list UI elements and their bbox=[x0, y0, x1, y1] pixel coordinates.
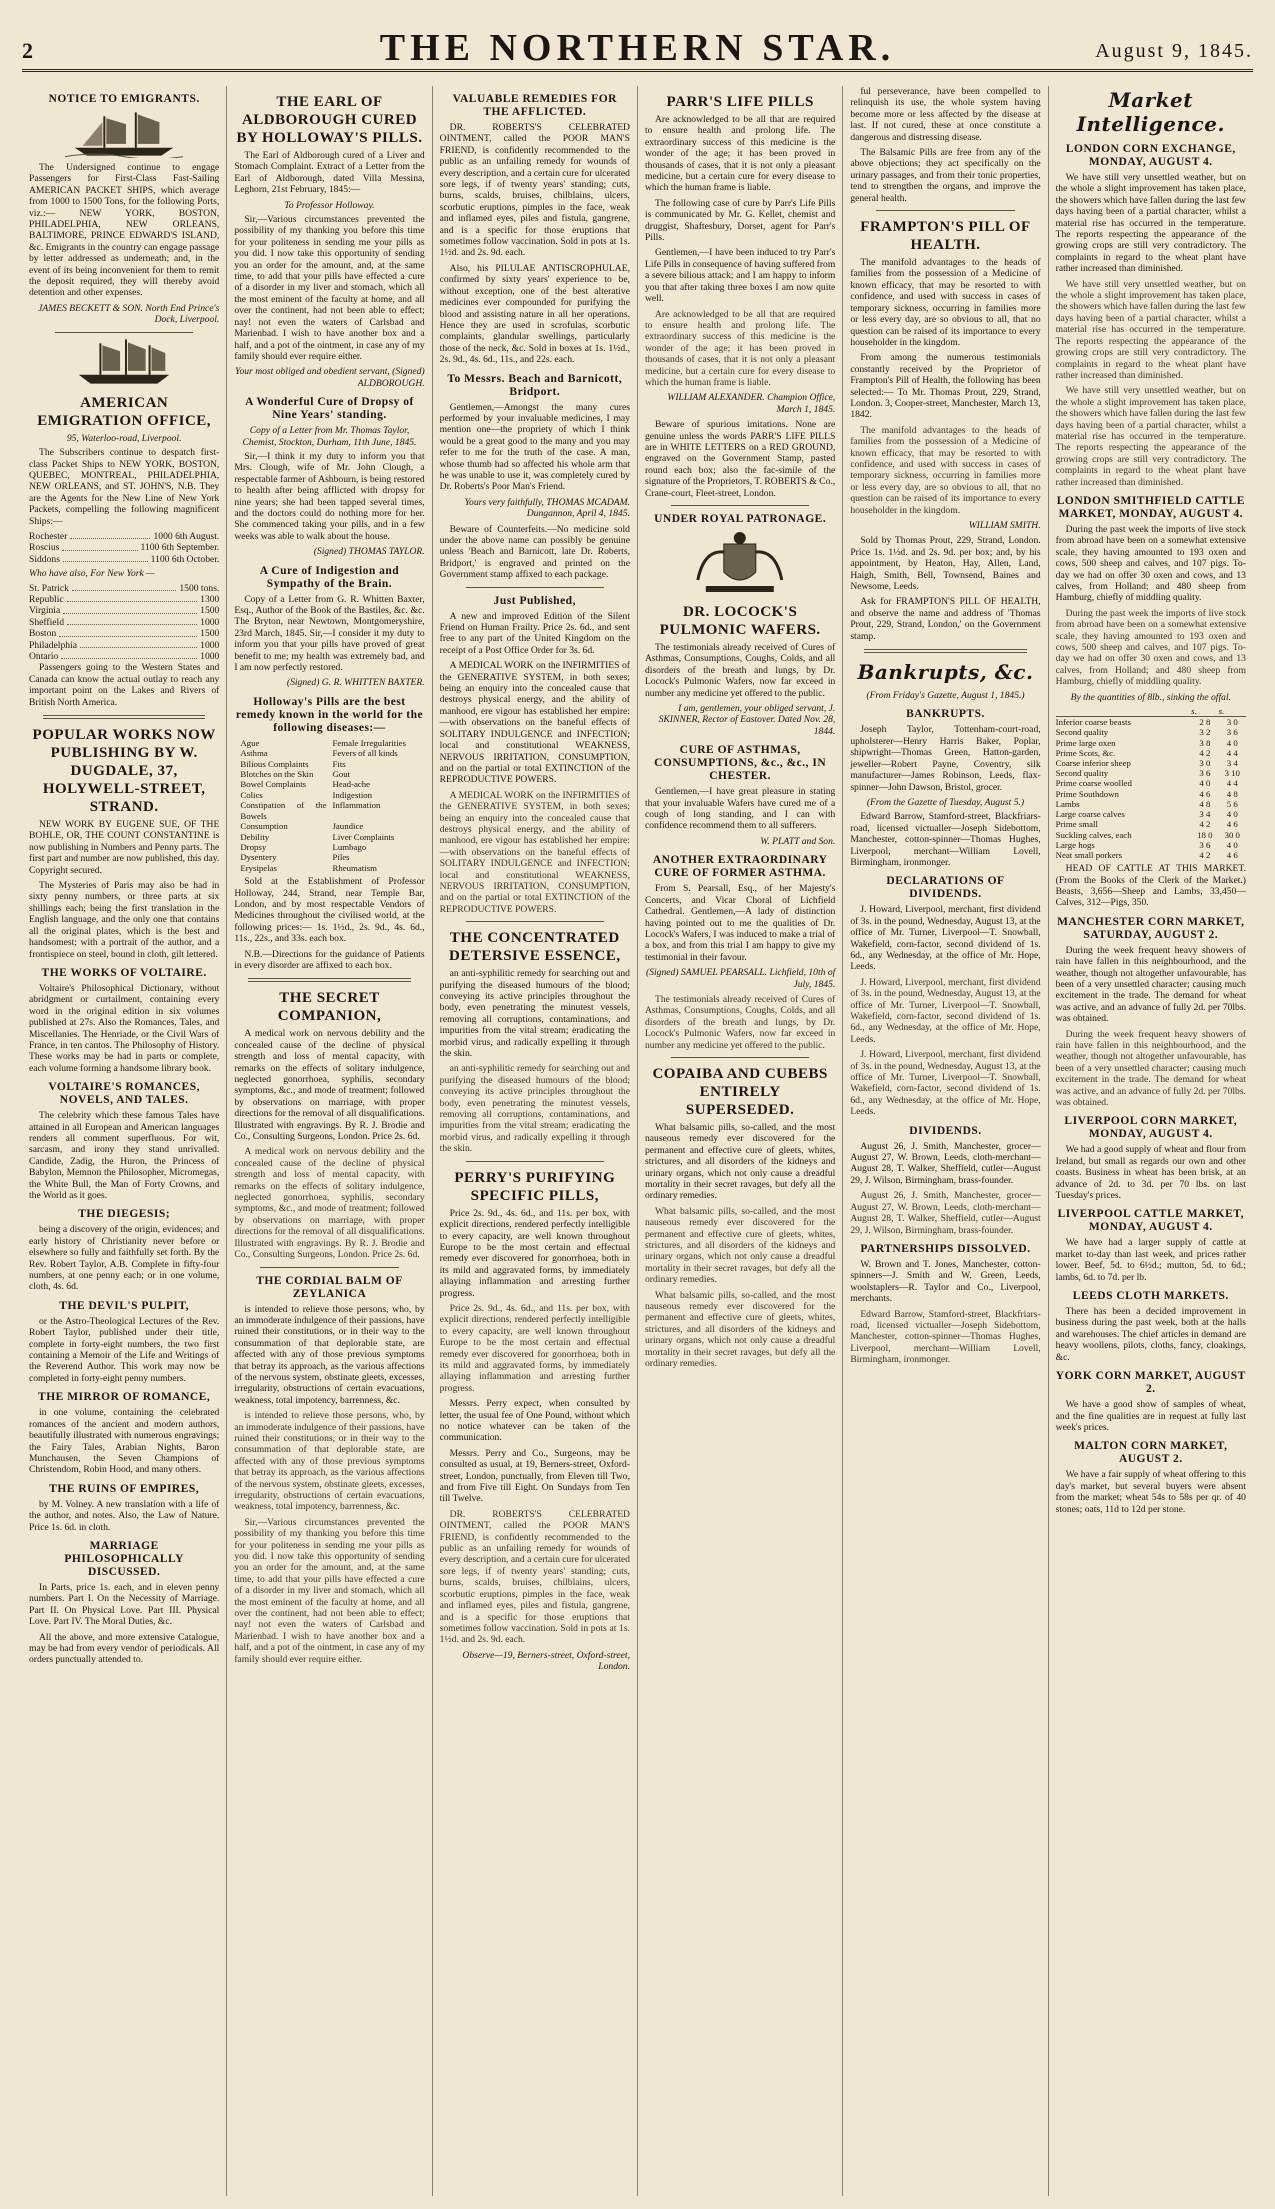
bankrupts-sub-2: (From the Gazette of Tuesday, August 5.) bbox=[866, 796, 1025, 808]
concentrated-heading: THE CONCENTRATED DETERSIVE ESSENCE, bbox=[449, 930, 621, 965]
declarations-heading: DECLARATIONS OF DIVIDENDS. bbox=[886, 875, 1005, 901]
romances-heading: VOLTAIRE'S ROMANCES, NOVELS, AND TALES. bbox=[48, 1081, 200, 1107]
copaiba-body-2: What balsamic pills, so-called, and the most nauseous remedy ever discovered for the permanent and effective cure of gleets, whites, strictures, and all disorders of the kidneys and urinary organs, which not only cause a dreadful mortality in their secret ravages, but defy all the ordinary remedies. bbox=[644, 1205, 836, 1286]
asthma-body: Gentlemen,—I have great pleasure in stating that your invaluable Wafers have cured me of a cough of long standing, and I can with confidence recommend them to all sufferers. bbox=[644, 786, 836, 832]
pilulae-body: Also, his PILULAE ANTISCROPHULAE, confirmed by sixty years' experience to be, without exception, one of the best alterative medicines ever compounded for purifying the blood and assisting nature in all her operations. Hence they are used in scrofulas, scorbutic complaints, glandular swellings, particularly those of the neck, &c. Sold in boxes at 1s. 1½d., 2s. 9d., 4s. 6d., 11s., and 22s. each. bbox=[439, 262, 630, 366]
divider bbox=[876, 210, 1014, 211]
perrys-heading: PERRY'S PURIFYING SPECIFIC PILLS, bbox=[454, 1169, 616, 1204]
other-ship-row: Philadelphia 1000 bbox=[29, 639, 220, 651]
corn-body-2: We have still very unsettled weather, but on the whole a slight improvement has taken place, the showers which have fallen during the last few days having been of a partial character, whilst a material rise has occurred in the temperature. The reports respecting the appearance of the growing crops are still very contradictory. The complaints in regard to the wheat plant have rather increased than diminished. bbox=[1055, 278, 1246, 381]
ailment: Lumbago bbox=[332, 841, 367, 852]
table-row: Coarse inferior sheep 3 0 3 4 bbox=[1055, 758, 1238, 769]
ailment: Fevers of all kinds bbox=[332, 748, 398, 759]
mysteries-body: The Mysteries of Paris may also be had in sixty penny numbers, or three parts at six shillings each; being the first translation in the English language, and the only one that contains all the original plates, which is the best and handsomest; with a portrait of the author, and a frontispiece on steel, bound in cloth, gilt lettered. bbox=[29, 880, 220, 960]
ailment: Piles bbox=[332, 852, 350, 863]
parr-letter-2: Are acknowledged to be all that are required to ensure health and prolong life. The extraordinary success of this medicine is the wonder of the age; it has been proved in thousands of cases, that it is not only a pleasant medicine, but a certain cure for every disease to which the human frame is liable. bbox=[644, 308, 836, 388]
price-table-header: s. s. bbox=[1056, 706, 1246, 717]
frampton-ask: Ask for FRAMPTON'S PILL OF HEALTH, and observe the name and address of 'Thomas Prout, 229, Strand, London,' on the Government stamp. bbox=[850, 596, 1041, 642]
newspaper-title: THE NORTHERN STAR. bbox=[379, 27, 896, 69]
table-row: Prime large oxen 3 8 4 0 bbox=[1055, 737, 1238, 748]
table-row: Large hogs 3 6 4 0 bbox=[1055, 839, 1238, 850]
agency-address: 95, Waterloo-road, Liverpool. bbox=[66, 432, 182, 444]
table-row: Suckling calves, each 18 0 30 0 bbox=[1055, 829, 1240, 840]
dividends-heading: DIVIDENDS. bbox=[909, 1124, 982, 1137]
table-row: Lambs 4 8 5 6 bbox=[1055, 798, 1238, 809]
ailment: Debility bbox=[240, 831, 270, 842]
declarations-body-2: J. Howard, Liverpool, merchant, first dividend of 3s. in the pound, Wednesday, August 13, at the office of Mr. Turner, Liverpool—T. Snowball, Wakefield, corn-factor, second dividend of 1s. 6d., any Wednesday, at the office of Mr. Hope, Leeds. bbox=[850, 976, 1041, 1045]
other-ship-row: Republic 1300 bbox=[29, 593, 220, 605]
issue-date: August 9, 1845. bbox=[1095, 40, 1253, 62]
columns bbox=[22, 86, 1253, 2196]
romances-body: The celebrity which these famous Tales have attained in all European and American languages renders all comment superfluous. For wit, sarcasm, and irony they stand unrivalled. Candide, Zadig, the Huron, the Princess of Babylon, Memnon the Philosopher, Micromegas, the White Bull, the Man of Forty Crowns, and the World as it goes. bbox=[29, 1110, 220, 1201]
ailment: Blotches on the Skin bbox=[240, 769, 314, 780]
table-row: Large coarse calves 3 4 4 0 bbox=[1055, 809, 1238, 820]
column-5 bbox=[843, 86, 1048, 2196]
other-ship-row: Sheffield 1000 bbox=[29, 616, 220, 628]
directions-note: N.B.—Directions for the guidance of Patients in every disorder are affixed to each box. bbox=[234, 948, 425, 971]
tapscott-body: The Undersigned continue to engage Passengers for First-Class Fast-Sailing AMERICAN PACKET SHIPS, which average from 1000 to 1500 Tons, for the following Ports, viz.:— NEW YORK, BOSTON, PHILADELPHIA, NEW ORLEANS, BALTIMORE, PRINCE EDWARD'S ISLAND, &c. Emigrants in the country can engage passage by letter addressed as underneath; and, in the event of its being inconvenient for them to remit the deposit required, they will thereby avoid detention and other expenses. bbox=[29, 162, 220, 299]
masthead bbox=[22, 20, 1253, 72]
column-4 bbox=[638, 86, 843, 2196]
corn-body-3: We have still very unsettled weather, but on the whole a slight improvement has taken place, the showers which have fallen during the last few days having been of a partial character, whilst a material rise has occurred in the temperature. The reports respecting the appearance of the growing crops are still very contradictory. The complaints in regard to the wheat plant have rather increased than diminished. bbox=[1055, 385, 1246, 488]
sold-at: Sold at the Establishment of Professor Holloway, 244, Strand, near Temple Bar, London, and by most respectable Vendors of Medicines throughout the civilised world, at the following prices:— 1s. 1½d., 2s. 9d., 4s. 6d., 11s., 22s., and 33s. each box. bbox=[234, 876, 425, 945]
corn-body: We have still very unsettled weather, but on the whole a slight improvement has taken place, the showers which have fallen during the last few days having been of a partial character, whilst a material rise has occurred in the temperature. The reports respecting the appearance of the growing crops are still very contradictory. The complaints in regard to the wheat plant have rather increased than diminished. bbox=[1055, 172, 1246, 275]
table-row: Second quality 3 2 3 6 bbox=[1055, 727, 1238, 738]
ailment: Head-ache bbox=[332, 779, 371, 790]
bankrupts-label: BANKRUPTS. bbox=[906, 708, 985, 721]
dropsy-intro: Copy of a Letter from Mr. Thomas Taylor, Chemist, Stockton, Durham, 11th June, 1845. bbox=[242, 425, 417, 448]
agency-heading: AMERICAN EMIGRATION OFFICE, bbox=[37, 394, 212, 429]
companion-heading: THE SECRET COMPANION, bbox=[277, 990, 382, 1025]
ailment: Bilious Complaints bbox=[240, 758, 309, 769]
companion-body: A medical work on nervous debility and the concealed cause of the decline of physical strength and loss of mental capacity, with remarks on the effects of solitary indulgence, neglected gonorrhoea, syphilis, secondary symptoms, &c., and mode of treatment; followed by observations on marriage, with proper directions for the removal of all disqualifications. Illustrated with engravings. By R. J. Brodie and Co., Consulting Surgeons, London. Price 2s. 6d. bbox=[234, 1028, 425, 1143]
another-body: From S. Pearsall, Esq., of her Majesty's Concerts, and Vicar Choral of Lichfield Cathedral. Gentlemen,—A lady of distinction having pointed out to me the qualities of Dr. Locock's Wafers, I was induced to make a trial of a box, and from this trial I am happy to give my testimonial in their favour. bbox=[644, 883, 836, 963]
earl-body-repeat: Sir,—Various circumstances prevented the possibility of my thanking you before this time for your politeness in sending me your pills as you did. I now take this opportunity of sending you an order for the amount, and, at the same time, to add that your pills have effected a cure of a disorder in my liver and stomach, which all the most eminent of the faculty at home, and all over the continent, had not been able to effect; nay! not even the waters of Carlsbad and Marienbad. I wish to have another box and a half, and a pot of the ointment, in case any of my family should ever require either. bbox=[234, 1516, 425, 1665]
ailment: Ague bbox=[240, 737, 260, 748]
mirror-body: in one volume, containing the celebrated romances of the ancient and modern authors, beautifully illustrated with numerous engravings; the Fairy Tales, Arabian Nights, Baron Munchausen, the Seven Champions of Christendom, Robin Hood, and many others. bbox=[29, 1407, 220, 1476]
perrys-body-2: Price 2s. 9d., 4s. 6d., and 11s. per box, with explicit directions, rendered perfectly intelligible to every capacity, are well known throughout Europe to be the most certain and effectual remedy ever discovered for gonorrhoea, both in its mild and aggravated forms, by immediately allaying inflammation and arresting further progress. bbox=[439, 1302, 630, 1394]
frampton-prices: Sold by Thomas Prout, 229, Strand, London. Price 1s. 1½d. and 2s. 9d. per box; and, by his appointment, by Heaton, Hay, Allen, Land, Haigh, Smith, Bell, Townsend, Baines and Newsome, Leeds. bbox=[850, 535, 1041, 593]
ailment: Colics bbox=[240, 789, 263, 800]
indigestion-body: Copy of a Letter from G. R. Whitten Baxter, Esq., Author of the Book of the Bastiles, &c. &c. The Bryton, near Newtown, Montgomeryshire, 23rd March, 1845. Sir,—I consider it my duty to inform you that your pills have proved of great benefit to me; my health was extremely bad, and I am now perfectly restored. bbox=[234, 593, 425, 674]
diegesis-body: being a discovery of the origin, evidences, and early history of Christianity never before or elsewhere so fully and faithfully set forth. By the Rev. Robert Taylor, A.B. Complete in fifty-four numbers, at one penny each; or in one volume, cloth, 4s. 6d. bbox=[29, 1224, 220, 1293]
bankrupts-body-repeat: Edward Barrow, Stamford-street, Blackfriars-road, licensed victualler—Joseph Sidebottom, Manchester, cotton-spinner—Thomas Hughes, Liverpool, merchant—William Lovell, Birmingham, ironmonger. bbox=[850, 1308, 1041, 1366]
ailment: Erysipelas bbox=[240, 862, 277, 873]
leeds-body: There has been a decided improvement in business during the past week, both at the halls and warehouses. The chief articles in demand are heavy woollens, pilots, cloths, fancy, cloakings, &c. bbox=[1055, 1306, 1246, 1363]
partnerships-heading: PARTNERSHIPS DISSOLVED. bbox=[860, 1242, 1031, 1255]
head-of-cattle: HEAD OF CATTLE AT THIS MARKET. (From the Books of the Clerk of the Market.) Beasts, 3,656—Sheep and Lambs, 33,450—Calves, 312—Pigs, 350. bbox=[1055, 863, 1246, 909]
asthma-heading: CURE OF ASTHMAS, CONSUMPTIONS, &c., &c., IN CHESTER. bbox=[654, 744, 827, 783]
ship-list bbox=[29, 531, 219, 565]
royal-heading: UNDER ROYAL PATRONAGE. bbox=[654, 513, 827, 525]
bankrupts-heading: Bankrupts, &c. bbox=[857, 660, 1034, 685]
cordial-body-2: is intended to relieve those persons, who, by an immoderate indulgence of their passions, have ruined their constitutions, or in their way to the consummation of that deplorable state, are affected with any of those previous symptoms that betray its approach, as the various affections of the nervous system, obstinate gleets, excesses, irregularity, obstructions of certain evacuations, weakness, total impotency, barrenness, &c. bbox=[234, 1410, 425, 1513]
earl-heading: THE EARL OF ALDBOROUGH CURED BY HOLLOWAY'S PILLS. bbox=[236, 94, 423, 146]
divider bbox=[43, 715, 205, 719]
ailment: Constipation of the Bowels bbox=[240, 800, 327, 821]
dropsy-heading: A Wonderful Cure of Dropsy of Nine Years' standing. bbox=[245, 396, 414, 422]
catalogue-note: All the above, and more extensive Catalogue, may be had from every vendor of periodicals. All orders punctually attended to. bbox=[29, 1631, 220, 1666]
copaiba-body-3: What balsamic pills, so-called, and the most nauseous remedy ever discovered for the permanent and effective cure of gleets, whites, strictures, and all disorders of the kidneys and urinary organs, which not only cause a dreadful mortality in their secret ravages, but defy all the ordinary remedies. bbox=[644, 1289, 836, 1370]
dividends-body-2: August 26, J. Smith, Manchester, grocer—August 27, W. Brown, Leeds, cloth-merchant—August 28, T. Walker, Sheffield, cutler—August 29, J. Wilson, Birmingham, brass-founder. bbox=[850, 1190, 1041, 1236]
earl-to: To Professor Holloway. bbox=[284, 199, 375, 211]
ship-row: Siddons 1100 6th October. bbox=[29, 553, 220, 565]
divider bbox=[671, 505, 809, 506]
manchester-body: During the week frequent heavy showers of rain have fallen in this neighbourhood, and the weather, though not altogether unfavourable, has been of a very unsettled character; causing much excitement in the trade. The demand for wheat was active, and an advance of fully 2d. per 70lbs. was obtained. bbox=[1055, 944, 1246, 1025]
remedies-heading: VALUABLE REMEDIES FOR THE AFFLICTED. bbox=[452, 93, 617, 118]
concentrated-body: an anti-syphilitic remedy for searching out and purifying the diseased humours of the blood; conveying its active principles throughout the body, even penetrating the minutest vessels, removing all corruptions, contaminations, and impurities from the vital stream; eradicating the morbid virus, and radically expelling it through the skin. bbox=[439, 968, 630, 1060]
parr-sign: WILLIAM ALEXANDER. Champion Office, March 1, 1845. bbox=[667, 392, 836, 415]
parr-letter: Gentlemen,—I have been induced to try Parr's Life Pills in consequence of having suffered from a severe bilious attack; and I am happy to inform you that after taking three boxes I am now quite well. bbox=[644, 247, 836, 305]
other-ship-row: Boston 1500 bbox=[29, 628, 220, 640]
just-published-body: A new and improved Edition of the Silent Friend on Human Frailty. Price 2s. 6d., and sent free to any part of the United Kingdom on the receipt of a Post Office Order for 3s. 6d. bbox=[439, 610, 630, 656]
volney-body: by M. Volney. A new translation with a life of the author, and notes. Also, the Law of Nature. Price 1s. 6d. in cloth. bbox=[29, 1498, 220, 1533]
cattle-body-2: During the past week the imports of live stock from abroad have been on a somewhat extensive scale, they having amounted to 193 oxen and cows, 500 sheep and calves, and 107 pigs. To-day we had on offer 30 oxen and cows, and 13 calves, from Holland; and 480 sheep from Hamburg, chiefly of middling quality. bbox=[1055, 607, 1246, 688]
divider bbox=[671, 1057, 809, 1058]
notice-heading: NOTICE TO EMIGRANTS. bbox=[48, 93, 200, 105]
ailment: Dropsy bbox=[240, 841, 267, 852]
ailment: Liver Complaints bbox=[332, 831, 395, 842]
treatise-body-2: A MEDICAL WORK on the INFIRMITIES of the GENERATIVE SYSTEM, in both sexes; being an enquiry into the concealed cause that destroys physical energy, and the ability of manhood, ere vigour has established her empire:—with observations on the baneful effects of SOLITARY INDULGENCE and INFECTION; local and constitutional WEAKNESS, NERVOUS IRRITATION, CONSUMPTION, and on the partial or total EXTINCTION of the REPRODUCTIVE POWERS. bbox=[439, 789, 630, 915]
declarations-body: J. Howard, Liverpool, merchant, first dividend of 3s. in the pound, Wednesday, August 13, at the office of Mr. Turner, Liverpool—T. Snowball, Wakefield, corn-factor, second dividend of 1s. 6d., any Wednesday, at the office of Mr. Hope, Leeds. bbox=[850, 904, 1041, 973]
locock-sign: I am, gentlemen, your obliged servant, J. SKINNER, Rector of Eastover. Dated Nov. 28, 1844. bbox=[658, 703, 836, 737]
earl-body: Sir,—Various circumstances prevented the possibility of my thanking you before this time for your politeness in sending me your pills as you did. I now take this opportunity of sending you an order for the amount, and, at the same time, to add that your pills have effected a cure of a disorder in my liver and stomach, which all the most eminent of the faculty at home, and all over the continent, had not been able to effect; nay! not even the waters of Carlsbad and Marienbad. I wish to have another box and a half, and a pot of the ointment, in case any of my family should ever require either. bbox=[234, 214, 425, 362]
asthma-sign: W. PLATT and Son. bbox=[760, 835, 836, 847]
malton-body: We have a fair supply of wheat offering to this day's market, but several buyers were absent from the market; wheat 54s to 58s per qr. of 40 stones; oats, 11d to 12d per stone. bbox=[1055, 1469, 1246, 1515]
address-note: Messrs. Perry and Co., Surgeons, may be consulted as usual, at 19, Berners-street, Oxford-street, London, punctually, from Eleven till Two, and from Five till Eight. On Sundays from Ten till Twelve. bbox=[439, 1447, 630, 1505]
popular-body: NEW WORK BY EUGENE SUE, OF THE BOHLE, OR, THE COUNT CONSTANTINE is now publishing in Numbers and Penny parts. The first part and number are now published, this day. Copyright secured. bbox=[29, 819, 220, 876]
attendance-note: Messrs. Perry expect, when consulted by letter, the usual fee of One Pound, without which no notice whatever can be taken of the communication. bbox=[439, 1398, 630, 1444]
locock-heading: DR. LOCOCK'S PULMONIC WAFERS. bbox=[659, 604, 821, 638]
table-row: Prime small 4 2 4 6 bbox=[1055, 819, 1238, 830]
ailment: Female Irregularities bbox=[332, 737, 407, 748]
divider bbox=[55, 332, 193, 333]
companion-body-2: A medical work on nervous debility and the concealed cause of the decline of physical strength and loss of mental capacity, with remarks on the effects of solitary indulgence, neglected gonorrhoea, syphilis, secondary symptoms, &c., and mode of treatment; followed by observations on marriage, with proper directions for the removal of all disqualifications. Illustrated with engravings. By R. J. Brodie and Co., Consulting Surgeons, London. Price 2s. 6d. bbox=[234, 1146, 425, 1261]
frampton-body: The Balsamic Pills are free from any of the above objections; they act specifically on the urinary passages, and from their tonic properties, tend to strengthen the organs, and improve the general health. bbox=[850, 147, 1041, 204]
column-1 bbox=[22, 86, 227, 2196]
liverpool-cattle-heading: LIVERPOOL CATTLE MARKET, MONDAY, AUGUST 4. bbox=[1057, 1208, 1244, 1234]
frampton-sign: WILLIAM SMITH. bbox=[968, 520, 1041, 531]
leeds-heading: LEEDS CLOTH MARKETS. bbox=[1072, 1290, 1229, 1303]
testimonial-body: Gentlemen,—Amongst the many cures performed by your invaluable medicines, I may mention one—the propriety of which I think would be a great good to the many and you may refer to me for the truth of the case. A man, whose thumb had so affected his whole arm that he was unable to use it, was completely cured by Dr. Roberts's Poor Man's Friend. bbox=[439, 401, 630, 493]
ailment: Dysentery bbox=[240, 852, 277, 863]
pulpit-body: or the Astro-Theological Lectures of the Rev. Robert Taylor, published under their title, complete in forty-eight numbers, the two first containing a Memoir of the Life and Writings of the Reverend Author. This work may now be completed in forty-eight penny numbers. bbox=[29, 1315, 220, 1384]
tapscott-sign: JAMES BECKETT & SON. North End Prince's Dock, Liverpool. bbox=[38, 302, 220, 326]
ship-engraving-icon-2 bbox=[65, 339, 183, 387]
other-ships bbox=[29, 583, 219, 663]
indigestion-heading: A Cure of Indigestion and Sympathy of the Brain. bbox=[259, 564, 400, 590]
corn-heading: LONDON CORN EXCHANGE, MONDAY, AUGUST 4. bbox=[1065, 143, 1236, 168]
table-row: Neat small porkers 4 2 4 6 bbox=[1055, 849, 1238, 860]
manchester-body-2: During the week frequent heavy showers of rain have fallen in this neighbourhood, and the weather, though not altogether unfavourable, has been of a very unsettled character; causing much excitement in the trade. The demand for wheat was active, and an advance of fully 2d. per 70lbs. was obtained. bbox=[1055, 1028, 1246, 1109]
manchester-heading: MANCHESTER CORN MARKET, SATURDAY, AUGUST 2. bbox=[1057, 915, 1245, 941]
prices-caption: By the quantities of 8lb., sinking the offal. bbox=[1070, 691, 1232, 703]
declarations-body-3: J. Howard, Liverpool, merchant, first dividend of 3s. in the pound, Wednesday, August 13, at the office of Mr. Turner, Liverpool—T. Snowball, Wakefield, corn-factor, second dividend of 1s. 6d., any Wednesday, at the office of Mr. Hope, Leeds. bbox=[850, 1049, 1041, 1118]
indigestion-sign: (Signed) G. R. WHITTEN BAXTER. bbox=[286, 677, 425, 689]
divider bbox=[864, 649, 1026, 653]
frampton-heading: FRAMPTON'S PILL OF HEALTH. bbox=[860, 219, 1031, 254]
malton-heading: MALTON CORN MARKET, AUGUST 2. bbox=[1074, 1440, 1228, 1466]
voltaire-heading: THE WORKS OF VOLTAIRE. bbox=[41, 966, 207, 979]
locock-body: The testimonials already received of Cures of Asthmas, Consumptions, Coughs, Colds, and all disorders of the breath and lungs, by Dr. Locock's Pulmonic Wafers, now far exceed in number any medicine yet offered to the public. bbox=[644, 642, 836, 699]
cattle-heading: LONDON SMITHFIELD CATTLE MARKET, MONDAY, AUGUST 4. bbox=[1056, 494, 1245, 520]
popular-works-heading: POPULAR WORKS NOW PUBLISHING BY W. DUGDALE, 37, HOLYWELL-STREET, STRAND. bbox=[32, 727, 216, 816]
parr-body: Are acknowledged to be all that are required to ensure health and prolong life. The extraordinary success of this medicine is the wonder of the age; it has been proved in thousands of cases, that it is not only a pleasant medicine, but a certain cure for every disease to which the human frame is liable. bbox=[644, 114, 836, 194]
column-6 bbox=[1049, 86, 1253, 2196]
beware-note: Beware of Counterfeits.—No medicine sold under the above name can possibly be genuine unless 'Beach and Barnicott, late Dr. Roberts, Bridport,' is engraved and printed on the Government stamp affixed to each package. bbox=[439, 523, 630, 581]
ailment: Asthma bbox=[240, 748, 268, 759]
testimonial-heading: To Messrs. Beach and Barnicott, Bridport. bbox=[447, 372, 623, 398]
others-label: Who have also, For New York — bbox=[29, 568, 155, 580]
frampton-testimony: From among the numerous testimonials constantly received by the Proprietor of Frampton's Pill of Health, the following has been selected:— To Mr. Thomas Prout, 229, Strand, London. 3, Cooper-street, Manchester, March 13, 1842. bbox=[850, 352, 1041, 421]
perrys-body: Price 2s. 9d., 4s. 6d., and 11s. per box, with explicit directions, rendered perfectly intelligible to every capacity, are well known throughout Europe to be the most certain and effectual remedy ever discovered for gonorrhoea, both in its mild and aggravated forms, by immediately allaying inflammation and arresting further progress. bbox=[439, 1207, 630, 1299]
ailment: Jaundice bbox=[332, 821, 364, 832]
ship-engraving-icon bbox=[65, 110, 183, 158]
frampton-desc: The manifold advantages to the heads of families from the possession of a Medicine of known efficacy, that may be resorted to with confidence, and used with success in cases of temporary sickness, occurring in families more or less every day, are so obvious to all, that no question can be raised of its importance to every householder in the kingdom. bbox=[850, 257, 1041, 348]
price-table bbox=[1056, 706, 1246, 860]
diegesis-heading: THE DIEGESIS; bbox=[78, 1208, 171, 1221]
royal-arms-icon bbox=[677, 530, 803, 596]
ailment: Inflammation bbox=[332, 800, 381, 811]
earl-sign: Your most obliged and obedient servant, (Signed) ALDBOROUGH. bbox=[235, 366, 425, 389]
observe-note: Observe—19, Berners-street, Oxford-street, London. bbox=[462, 1649, 630, 1673]
york-heading: YORK CORN MARKET, AUGUST 2. bbox=[1055, 1370, 1246, 1396]
column-2 bbox=[227, 86, 432, 2196]
parr-caution: Beware of spurious imitations. None are genuine unless the words PARR'S LIFE PILLS are in WHITE LETTERS on a RED GROUND, engraved on the Government Stamp, pasted round each box; also the fac-simile of the signature of the Proprietors, T. ROBERTS & Co., Crane-court, Fleet-street, London. bbox=[644, 419, 836, 499]
treatise-body: A MEDICAL WORK on the INFIRMITIES of the GENERATIVE SYSTEM, in both sexes; being an enquiry into the concealed cause that destroys physical energy, and the ability of manhood, ere vigour has established her empire:—with observations on the baneful effects of SOLITARY INDULGENCE and INFECTION; local and constitutional WEAKNESS, NERVOUS IRRITATION, CONSUMPTION, and on the partial or total EXTINCTION of the REPRODUCTIVE POWERS. bbox=[439, 660, 630, 786]
table-row: Prime Scots, &c. 4 2 4 4 bbox=[1055, 747, 1238, 758]
market-heading: Market Intelligence. bbox=[1076, 88, 1225, 136]
another-sign: (Signed) SAMUEL PEARSALL. Lichfield, 10th of July, 1845. bbox=[646, 967, 836, 990]
agency-close: Passengers going to the Western States and Canada can know the actual outlay to reach any important point on the Lakes and Rivers of British North America. bbox=[29, 662, 220, 708]
table-row: Second quality 3 6 3 10 bbox=[1055, 768, 1240, 779]
ailment: Gout bbox=[332, 769, 351, 780]
table-row: Prime Southdown 4 6 4 8 bbox=[1055, 788, 1238, 799]
york-body: We have a good show of samples of wheat, and the fine qualities are in request at fully last week's prices. bbox=[1055, 1399, 1246, 1433]
divider bbox=[466, 587, 604, 588]
dividends-body: August 26, J. Smith, Manchester, grocer—August 27, W. Brown, Leeds, cloth-merchant—August 28, T. Walker, Sheffield, cutler—August 29, J. Wilson, Birmingham, brass-founder. bbox=[850, 1140, 1041, 1186]
ailment: Indigestion bbox=[332, 789, 373, 800]
ailment: Rheumatism bbox=[332, 862, 377, 873]
agency-body: The Subscribers continue to despatch first-class Packet Ships to NEW YORK, BOSTON, QUEBEC, MONTREAL, PHILADELPHIA, NEW ORLEANS, and ST. JOHN'S, N.B. They are the Agents for the New Line of New York Packets, compelling the following magnificent Ships:— bbox=[29, 447, 220, 527]
cattle-body: During the past week the imports of live stock from abroad have been on a somewhat extensive scale, they having amounted to 193 oxen and cows, 500 sheep and calves, and 107 pigs. To-day we had on offer 30 oxen and cows, and 13 calves, from Holland; and 480 sheep from Hamburg, chiefly of middling quality. bbox=[1055, 523, 1246, 604]
parr-testimony: The following case of cure by Parr's Life Pills is communicated by Mr. G. Kellet, chemist and druggist, Shaftesbury, Dorset, agent for Parr's Pills. bbox=[644, 197, 836, 244]
ship-row: Roscius 1100 6th September. bbox=[29, 542, 220, 554]
bankrupts-sub: (From Friday's Gazette, August 1, 1845.) bbox=[866, 690, 1025, 702]
cordial-heading: THE CORDIAL BALM OF ZEYLANICA bbox=[256, 1274, 403, 1300]
another-heading: ANOTHER EXTRAORDINARY CURE OF FORMER ASTHMA. bbox=[652, 854, 828, 880]
concentrated-body-2: an anti-syphilitic remedy for searching out and purifying the diseased humours of the blood; conveying its active principles throughout the body, even penetrating the minutest vessels, removing all corruptions, contaminations, and impurities from the vital stream; eradicating the morbid virus, and radically expelling it through the skin. bbox=[439, 1063, 630, 1155]
testimonial-sign: Yours very faithfully, THOMAS MCADAM. Dungannon, April 4, 1845. bbox=[464, 496, 630, 520]
table-row: Prime coarse woolled 4 0 4 4 bbox=[1055, 778, 1238, 789]
copaiba-heading: COPAIBA AND CUBEBS ENTIRELY SUPERSEDED. bbox=[652, 1065, 828, 1118]
ship-row: Rochester 1000 6th August. bbox=[29, 530, 220, 542]
remedies-body: DR. ROBERTS'S CELEBRATED OINTMENT, called the POOR MAN'S FRIEND, is confidently recommended to the public as an unfailing remedy for wounds of every description, and a certain cure for ulcerated sore legs, if of twenty years' standing; cuts, burns, scalds, bruises, chilblains, ulcers, scorbutic eruptions, pimples in the face, weak and inflamed eyes, piles and fistula, gangrene, and is a specific for those eruptions that sometimes follow vaccination. Sold in pots at 1s. 1½d. and 2s. 9d. each. bbox=[439, 122, 630, 259]
column-3 bbox=[433, 86, 638, 2196]
volney-heading: THE RUINS OF EMPIRES, bbox=[49, 1482, 200, 1495]
liverpool-cattle-body: We have had a larger supply of cattle at market to-day than last week, and prices rather lower. Beef, 5d. to 6½d.; mutton, 5d. to 6d.; lambs, 6d. to 7d. per lb. bbox=[1055, 1237, 1246, 1283]
other-ship-row: St. Patrick 1500 tons. bbox=[29, 582, 220, 594]
dropsy-sign: (Signed) THOMAS TAYLOR. bbox=[313, 546, 425, 558]
ailment: Fits bbox=[332, 758, 346, 769]
bankrupts-body-2: Edward Barrow, Stamford-street, Blackfriars-road, licensed victualler—Joseph Sidebottom, Manchester, cotton-spinner—Thomas Hughes, Liverpool, merchant—William Lovell, Birmingham, ironmonger. bbox=[850, 811, 1041, 868]
ailments-list bbox=[240, 738, 418, 873]
just-published-heading: Just Published, bbox=[493, 594, 576, 607]
page-number: 2 bbox=[22, 38, 33, 63]
liverpool-heading: LIVERPOOL CORN MARKET, MONDAY, AUGUST 4. bbox=[1064, 1115, 1238, 1141]
table-row: Inferior coarse beasts 2 8 3 0 bbox=[1055, 717, 1238, 728]
bankrupts-body: Joseph Taylor, Tottenham-court-road, upholsterer—Henry Harris Baker, Poplar, shipwright—Thomas Green, Hatton-garden, jeweller—Robert Payne, Coventry, silk manufacturer—James Robinson, Leeds, flax-spinner—John Dawson, Bristol, grocer. bbox=[850, 724, 1041, 793]
earl-intro: The Earl of Aldborough cured of a Liver and Stomach Complaint. Extract of a Letter from the Earl of Aldborough, dated Villa Messina, Leghorn, 21st February, 1845:— bbox=[234, 150, 425, 196]
divider bbox=[260, 1267, 398, 1268]
mirror-heading: THE MIRROR OF ROMANCE, bbox=[38, 1391, 211, 1404]
pulpit-heading: THE DEVIL'S PULPIT, bbox=[59, 1299, 190, 1312]
divider bbox=[466, 921, 604, 922]
other-ship-row: Virginia 1500 bbox=[29, 605, 220, 617]
ailment: Consumption bbox=[240, 821, 288, 832]
remedies-body-repeat: DR. ROBERTS'S CELEBRATED OINTMENT, called the POOR MAN'S FRIEND, is confidently recommended to the public as an unfailing remedy for wounds of every description, and a certain cure for ulcerated sore legs, if of twenty years' standing; cuts, burns, scalds, bruises, chilblains, ulcers, scorbutic eruptions, pimples in the face, weak and inflamed eyes, piles and fistula, gangrene, and is a specific for those eruptions that sometimes follow vaccination. Sold in pots at 1s. 1½d. and 2s. 9d. each. bbox=[439, 1508, 630, 1646]
other-ship-row: Ontario 1000 bbox=[29, 651, 220, 662]
cordial-body: is intended to relieve those persons, who, by an immoderate indulgence of their passions, have ruined their constitutions, or in their way to the consummation of that deplorable state, are affected with any of those previous symptoms that betray its approach, as the various affections of the nervous system, obstinate gleets, excesses, irregularity, obstructions of certain evacuations, weakness, total impotency, barrenness, &c. bbox=[234, 1303, 425, 1406]
divider bbox=[248, 978, 410, 982]
divider bbox=[466, 1161, 604, 1162]
parr-heading: PARR'S LIFE PILLS bbox=[666, 94, 814, 110]
partnerships-body: W. Brown and T. Jones, Manchester, cotton-spinners—J. Smith and W. Green, Leeds, woolstaplers—R. Taylor and Co., Liverpool, merchants. bbox=[850, 1258, 1041, 1305]
voltaire-body: Voltaire's Philosophical Dictionary, without abridgment or curtailment, containing every word in the original edition in six volumes published at 27s. Also the Romances, Tales, and Miscellanies. The Henriade, or the Civil Wars of France, in ten cantos. The Philosophy of History. These works may be had in parts or complete, each volume forming a handsome library book. bbox=[29, 982, 220, 1074]
frampton-intro: ful perseverance, have been compelled to relinquish its use, the whole system having become more or less affected by the disease at last. If not cured, these at once constitute a dangerous and distressing disease. bbox=[850, 86, 1041, 143]
ailment: Bowel Complaints bbox=[240, 779, 307, 790]
marriage-body: In Parts, price 1s. each, and in eleven penny numbers. Part I. On the Necessity of Marriage. Part II. On Physical Love. Part III. Physical Love. Part IV. The Moral Duties, &c. bbox=[29, 1581, 220, 1628]
marriage-heading: MARRIAGE PHILOSOPHICALLY DISCUSSED. bbox=[64, 1539, 184, 1578]
copaiba-body: What balsamic pills, so-called, and the most nauseous remedy ever discovered for the permanent and effective cure of gleets, whites, strictures, and all disorders of the kidneys and urinary organs, which not only cause a dreadful mortality in their secret ravages, but defy all the ordinary remedies. bbox=[644, 1121, 836, 1202]
liverpool-body: We had a good supply of wheat and flour from Ireland, but small as regards our own and other coasts. Business in wheat has been brisk, at an advance of 2d. to 3d. per 70 lbs. on last Tuesday's prices. bbox=[1055, 1144, 1246, 1202]
locock-body-repeat: The testimonials already received of Cures of Asthmas, Consumptions, Coughs, Colds, and all disorders of the breath and lungs, by Dr. Locock's Pulmonic Wafers, now far exceed in number any medicine yet offered to the public. bbox=[644, 993, 836, 1051]
frampton-desc-2: The manifold advantages to the heads of families from the possession of a Medicine of known efficacy, that may be resorted to with confidence, and used with success in cases of temporary sickness, occurring in families more or less every day, are so obvious to all, that no question can be raised of its importance to every householder in the kingdom. bbox=[850, 424, 1041, 516]
ailments-heading: Holloway's Pills are the best remedy known in the world for the following diseases:— bbox=[235, 695, 424, 734]
dropsy-body: Sir,—I think it my duty to inform you that Mrs. Clough, wife of Mr. John Clough, a respectable farmer of Ashbourn, is being restored to health after being afflicted with dropsy for nine years; she had been tapped several times, and the doctors could do nothing more for her. She commenced taking your pills, and in a few weeks was able to walk about the house. bbox=[234, 450, 425, 542]
